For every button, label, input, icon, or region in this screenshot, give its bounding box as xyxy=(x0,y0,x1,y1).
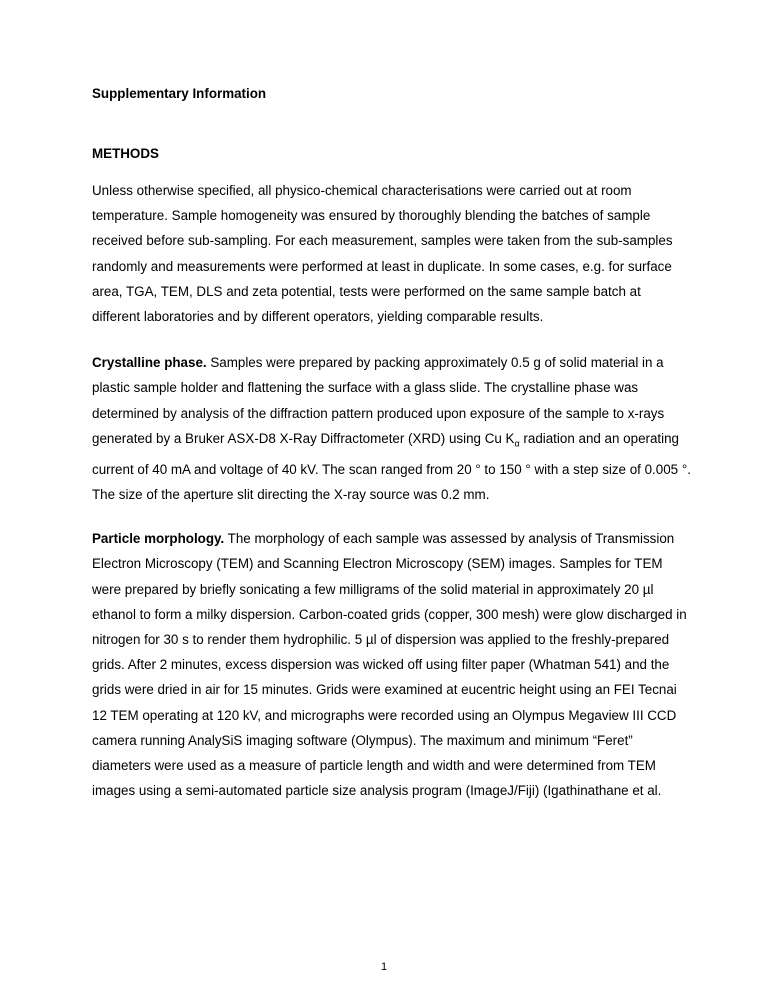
intro-paragraph: Unless otherwise specified, all physico-chemical characterisations were carried out at room temperature. Sample homogeneity was ensured by thoroughly blending the batches of sample received before sub-sampling. For each measurement, samples were taken from the sub-samples randomly and measurements were performed at least in duplicate. In some cases, e.g. for surface area, TGA, TEM, DLS and zeta potential, tests were performed on the same sample batch at different laboratories and by different operators, yielding comparable results. xyxy=(92,183,673,325)
document-body xyxy=(92,84,692,803)
crystalline-phase-lead: Crystalline phase. xyxy=(92,355,207,371)
particle-morphology-paragraph xyxy=(92,526,692,803)
document-title: Supplementary Information xyxy=(92,86,267,101)
k-alpha-subscript: α xyxy=(514,438,520,449)
particle-morphology-text: The morphology of each sample was assessed by analysis of Transmission Electron Microscopy (TEM) and Scanning Electron Microscopy (SEM) images. Samples for TEM were prepared by briefly sonicating a few milligrams of the solid material in approximately 20 µl ethanol to form a milky dispersion. Carbon-coated grids (copper, 300 mesh) were glow discharged in nitrogen for 30 s to render them hydrophilic. 5 µl of dispersion was applied to the freshly-prepared grids. After 2 minutes, excess dispersion was wicked off using filter paper (Whatman 541) and the grids were dried in air for 15 minutes. Grids were examined at eucentric height using an FEI Tecnai 12 TEM operating at 120 kV, and micrographs were recorded using an Olympus Megaview III CCD camera running AnalySiS imaging software (Olympus). The maximum and minimum “Feret” diameters were used as a measure of particle length and width and were determined from TEM images using a semi-automated particle size analysis program (ImageJ/Fiji) (Igathinathane et al. xyxy=(92,531,687,799)
crystalline-phase-text-b: radiation and an operating current of 40 mA and voltage of 40 kV. The scan ranged from 20 ° to 150 ° with a step size of 0.005 °. The size of the aperture slit directing the X-ray source was 0.2 mm. xyxy=(92,430,691,502)
particle-morphology-lead: Particle morphology. xyxy=(92,531,225,547)
page-number: 1 xyxy=(380,961,388,973)
section-heading: METHODS xyxy=(92,146,159,161)
crystalline-phase-text-a: Samples were prepared by packing approximately 0.5 g of solid material in a plastic sample holder and flattening the surface with a glass slide. The crystalline phase was determined by analysis of the diffraction pattern produced upon exposure of the sample to x-rays generated by a Bruker ASX-D8 X-Ray Diffractometer (XRD) using Cu K xyxy=(92,355,665,446)
crystalline-phase-paragraph xyxy=(92,350,692,507)
